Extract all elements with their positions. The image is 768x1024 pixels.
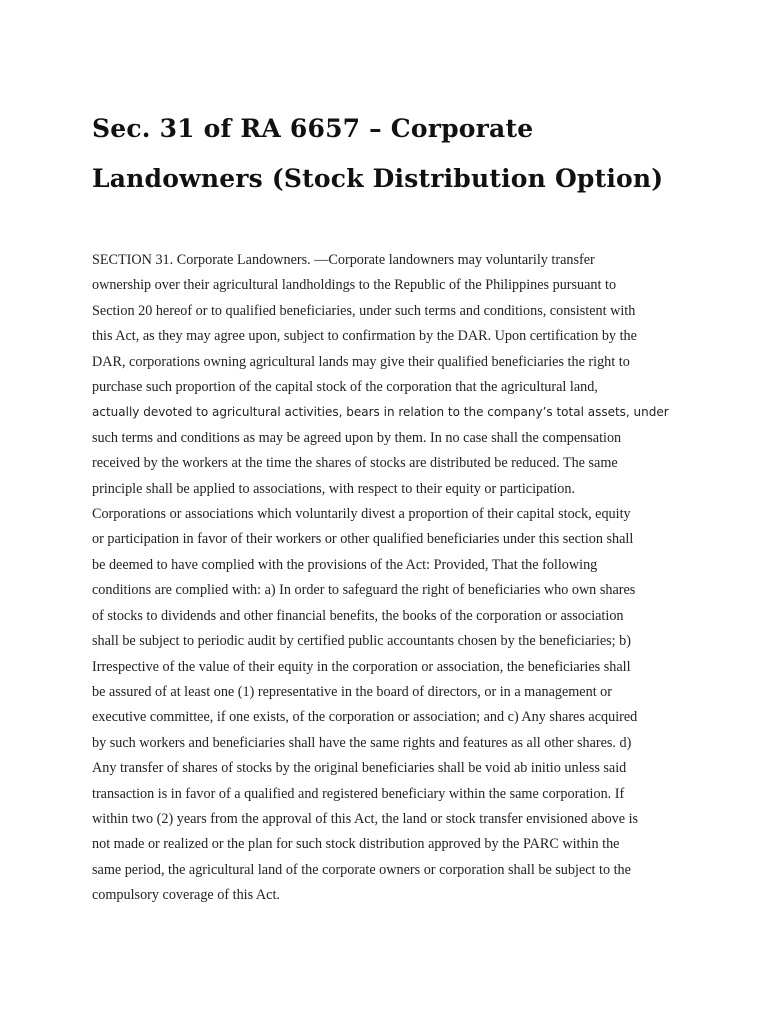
- body-line: actually devoted to agricultural activities, bears in relation to the company’s total assets, under: [92, 405, 669, 420]
- body-line: received by the workers at the time the shares of stocks are distributed be reduced. The same: [92, 455, 618, 472]
- body-line: or participation in favor of their workers or other qualified beneficiaries under this section shall: [92, 531, 634, 548]
- document-body: [92, 248, 684, 909]
- body-line: executive committee, if one exists, of the corporation or association; and c) Any shares acquired: [92, 709, 638, 726]
- body-line: purchase such proportion of the capital stock of the corporation that the agricultural land,: [92, 379, 598, 396]
- body-line: be assured of at least one (1) representative in the board of directors, or in a management or: [92, 683, 613, 700]
- body-line: such terms and conditions as may be agreed upon by them. In no case shall the compensation: [92, 429, 622, 446]
- body-line: principle shall be applied to associations, with respect to their equity or participation.: [92, 480, 576, 497]
- body-line: of stocks to dividends and other financial benefits, the books of the corporation or association: [92, 607, 624, 624]
- body-line: DAR, corporations owning agricultural lands may give their qualified beneficiaries the right to: [92, 353, 630, 370]
- body-line: Corporations or associations which voluntarily divest a proportion of their capital stock, equity: [92, 506, 631, 523]
- title-line: Landowners (Stock Distribution Option): [92, 164, 664, 193]
- body-line: Irrespective of the value of their equity in the corporation or association, the beneficiaries shall: [92, 658, 631, 675]
- body-line: be deemed to have complied with the provisions of the Act: Provided, That the following: [92, 556, 598, 573]
- body-line: same period, the agricultural land of the corporate owners or corporation shall be subject to the: [92, 861, 631, 878]
- body-line: shall be subject to periodic audit by certified public accountants chosen by the beneficiaries; b): [92, 633, 631, 650]
- body-line: ownership over their agricultural landholdings to the Republic of the Philippines pursuant to: [92, 277, 617, 294]
- body-line: by such workers and beneficiaries shall have the same rights and features as all other shares. d): [92, 734, 632, 751]
- body-line: within two (2) years from the approval of this Act, the land or stock transfer envisioned above is: [92, 810, 639, 827]
- title-line: Sec. 31 of RA 6657 – Corporate: [92, 114, 534, 143]
- document-title: [92, 104, 692, 204]
- body-line: this Act, as they may agree upon, subject to confirmation by the DAR. Upon certification by the: [92, 328, 637, 345]
- body-line: transaction is in favor of a qualified and registered beneficiary within the same corporation. If: [92, 785, 625, 802]
- body-line: not made or realized or the plan for such stock distribution approved by the PARC within the: [92, 836, 620, 853]
- body-line: Any transfer of shares of stocks by the original beneficiaries shall be void ab initio unless said: [92, 760, 627, 777]
- body-line: conditions are complied with: a) In order to safeguard the right of beneficiaries who own shares: [92, 582, 636, 599]
- body-line: SECTION 31. Corporate Landowners. —Corporate landowners may voluntarily transfer: [92, 252, 595, 268]
- body-line: compulsory coverage of this Act.: [92, 887, 280, 904]
- body-line: Section 20 hereof or to qualified beneficiaries, under such terms and conditions, consistent with: [92, 302, 636, 319]
